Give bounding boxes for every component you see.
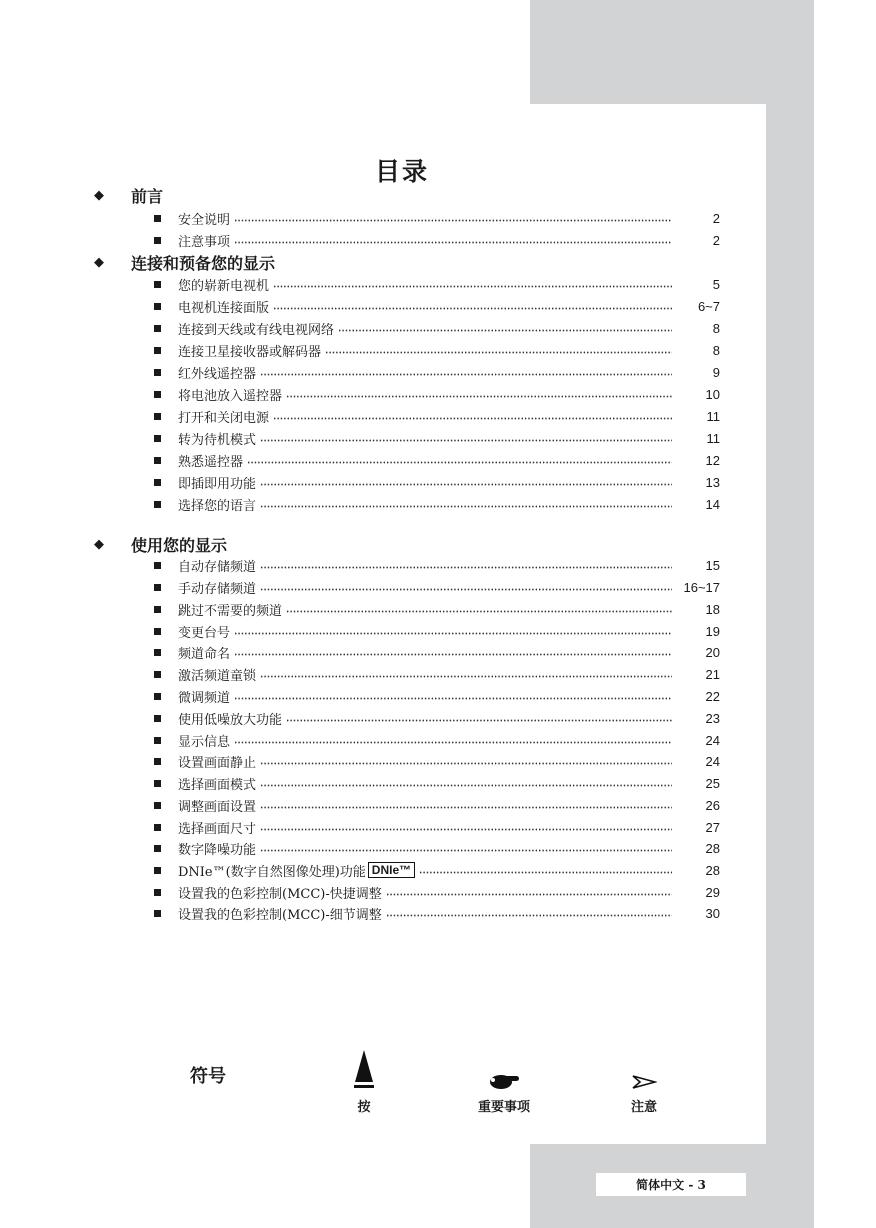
square-bullet-icon: [154, 910, 161, 917]
square-bullet-icon: [154, 780, 161, 787]
toc-item[interactable]: 自动存储频道 15: [152, 554, 720, 576]
square-bullet-icon: [154, 391, 161, 398]
page-number: 11: [706, 430, 720, 446]
square-bullet-icon: [154, 347, 161, 354]
dot-leader: [234, 626, 672, 636]
dot-leader: [260, 477, 672, 487]
toc-item[interactable]: 微调频道 22: [152, 685, 720, 707]
toc-item[interactable]: 显示信息 24: [152, 729, 720, 751]
toc-item[interactable]: 使用低噪放大功能 23: [152, 707, 720, 729]
gray-band-right: [766, 104, 814, 1144]
toc-item[interactable]: 连接到天线或有线电视网络 8: [152, 317, 720, 339]
toc-item[interactable]: 调整画面设置 26: [152, 794, 720, 816]
dot-leader: [260, 367, 672, 377]
dot-leader: [234, 235, 672, 245]
dot-leader: [260, 582, 672, 592]
square-bullet-icon: [154, 889, 161, 896]
dot-leader: [273, 411, 672, 421]
toc-item[interactable]: 转为待机模式 11: [152, 427, 720, 449]
toc-item[interactable]: 熟悉遥控器 12: [152, 449, 720, 471]
symbols-title: 符号: [190, 1066, 226, 1087]
toc-item[interactable]: 手动存储频道 16~17: [152, 576, 720, 598]
toc-item[interactable]: 设置我的色彩控制(MCC)-快捷调整 29: [152, 881, 720, 903]
page-number: 18: [705, 601, 720, 617]
square-bullet-icon: [154, 413, 161, 420]
square-bullet-icon: [154, 562, 161, 569]
dot-leader: [260, 778, 672, 788]
toc-item[interactable]: 数字降噪功能 28: [152, 837, 720, 859]
square-bullet-icon: [154, 457, 161, 464]
dot-leader: [234, 213, 672, 223]
toc-item[interactable]: 激活频道童锁 21: [152, 663, 720, 685]
square-bullet-icon: [154, 671, 161, 678]
page-number: 23: [705, 710, 720, 726]
dot-leader: [419, 865, 672, 875]
page-number: 8: [712, 342, 720, 358]
page-number: 2: [712, 232, 720, 248]
toc-item[interactable]: 注意事项 2: [152, 229, 720, 251]
dot-leader: [234, 735, 672, 745]
arrow-right-icon: [631, 1074, 657, 1090]
diamond-bullet-icon: ◆: [94, 187, 104, 203]
page-number: 15: [705, 557, 720, 573]
dot-leader: [325, 345, 672, 355]
page-number: 6~7: [697, 298, 720, 314]
pointing-hand-icon: [487, 1070, 521, 1090]
square-bullet-icon: [154, 824, 161, 831]
page-number: 24: [705, 732, 720, 748]
page-number: 28: [705, 840, 720, 856]
page-title: 目录: [374, 157, 429, 186]
gray-band-top: [530, 0, 814, 104]
page-number: 19: [705, 623, 720, 639]
page-number: 20: [705, 644, 720, 660]
page-number: 26: [705, 797, 720, 813]
dot-leader: [260, 822, 672, 832]
section-heading: ◆ 连接和预备您的显示: [94, 253, 276, 273]
dot-leader: [260, 433, 672, 443]
page-number: 13: [705, 474, 720, 490]
dot-leader: [247, 455, 672, 465]
dot-leader: [260, 756, 672, 766]
square-bullet-icon: [154, 693, 161, 700]
toc-item[interactable]: 变更台号 19: [152, 620, 720, 642]
page-number: 25: [705, 775, 720, 791]
toc-item[interactable]: 跳过不需要的频道 18: [152, 598, 720, 620]
page-number: 8: [712, 320, 720, 336]
square-bullet-icon: [154, 737, 161, 744]
toc-item[interactable]: 选择画面模式 25: [152, 772, 720, 794]
section-heading: ◆ 使用您的显示: [94, 535, 228, 555]
page-number: 5: [712, 276, 720, 292]
dot-leader: [234, 691, 672, 701]
toc-item[interactable]: 选择您的语言 14: [152, 493, 720, 515]
page-number: 28: [705, 862, 720, 878]
symbol-press: 按: [314, 1048, 414, 1115]
page-number: 2: [712, 210, 720, 226]
page-number: 16~17: [683, 579, 720, 595]
diamond-bullet-icon: ◆: [94, 536, 104, 552]
dot-leader: [260, 560, 672, 570]
toc-item[interactable]: 即插即用功能 13: [152, 471, 720, 493]
diamond-bullet-icon: ◆: [94, 254, 104, 270]
square-bullet-icon: [154, 758, 161, 765]
dot-leader: [338, 323, 672, 333]
square-bullet-icon: [154, 802, 161, 809]
square-bullet-icon: [154, 649, 161, 656]
toc-item[interactable]: 您的崭新电视机 5: [152, 273, 720, 295]
square-bullet-icon: [154, 606, 161, 613]
page-number-label: 简体中文 - 3: [596, 1173, 746, 1196]
square-bullet-icon: [154, 325, 161, 332]
toc-item[interactable]: 电视机连接面版 6~7: [152, 295, 720, 317]
dot-leader: [260, 843, 672, 853]
dot-leader: [386, 908, 672, 918]
symbol-important: 重要事项: [454, 1048, 554, 1115]
dot-leader: [260, 669, 672, 679]
page-number: 24: [705, 753, 720, 769]
toc-item[interactable]: 设置画面静止 24: [152, 750, 720, 772]
page-number: 10: [705, 386, 720, 402]
toc-item[interactable]: 设置我的色彩控制(MCC)-细节调整 30: [152, 902, 720, 924]
toc-item[interactable]: 红外线遥控器 9: [152, 361, 720, 383]
dot-leader: [260, 800, 672, 810]
square-bullet-icon: [154, 215, 161, 222]
dnie-logo: DNIe™: [368, 862, 415, 878]
press-triangle-icon: [354, 1048, 374, 1090]
page-number: 11: [706, 408, 720, 424]
dot-leader: [286, 713, 672, 723]
symbol-note: 注意: [594, 1048, 694, 1115]
toc-item[interactable]: 频道命名 20: [152, 641, 720, 663]
section-heading: ◆ 前言: [94, 186, 164, 206]
toc-item[interactable]: 连接卫星接收器或解码器 8: [152, 339, 720, 361]
square-bullet-icon: [154, 715, 161, 722]
square-bullet-icon: [154, 435, 161, 442]
square-bullet-icon: [154, 628, 161, 635]
square-bullet-icon: [154, 369, 161, 376]
toc-item[interactable]: 安全说明 2: [152, 207, 720, 229]
square-bullet-icon: [154, 845, 161, 852]
page-number: 27: [705, 819, 720, 835]
square-bullet-icon: [154, 281, 161, 288]
dot-leader: [273, 279, 672, 289]
square-bullet-icon: [154, 237, 161, 244]
dot-leader: [286, 389, 672, 399]
page-number: 22: [705, 688, 720, 704]
dot-leader: [234, 647, 672, 657]
page-number: 21: [705, 666, 720, 682]
toc-item[interactable]: 打开和关闭电源 11: [152, 405, 720, 427]
dot-leader: [286, 604, 672, 614]
dot-leader: [386, 887, 672, 897]
toc-item[interactable]: DNIe™(数字自然图像处理)功能 DNIe™ 28: [152, 859, 720, 881]
page-number: 29: [705, 884, 720, 900]
page-number: 9: [712, 364, 720, 380]
page-number: 30: [705, 905, 720, 921]
dot-leader: [273, 301, 672, 311]
square-bullet-icon: [154, 584, 161, 591]
square-bullet-icon: [154, 303, 161, 310]
toc-item[interactable]: 选择画面尺寸 27: [152, 816, 720, 838]
square-bullet-icon: [154, 479, 161, 486]
dot-leader: [260, 499, 672, 509]
page-number: 12: [705, 452, 720, 468]
square-bullet-icon: [154, 501, 161, 508]
square-bullet-icon: [154, 867, 161, 874]
toc-item[interactable]: 将电池放入遥控器 10: [152, 383, 720, 405]
page-number: 14: [705, 496, 720, 512]
